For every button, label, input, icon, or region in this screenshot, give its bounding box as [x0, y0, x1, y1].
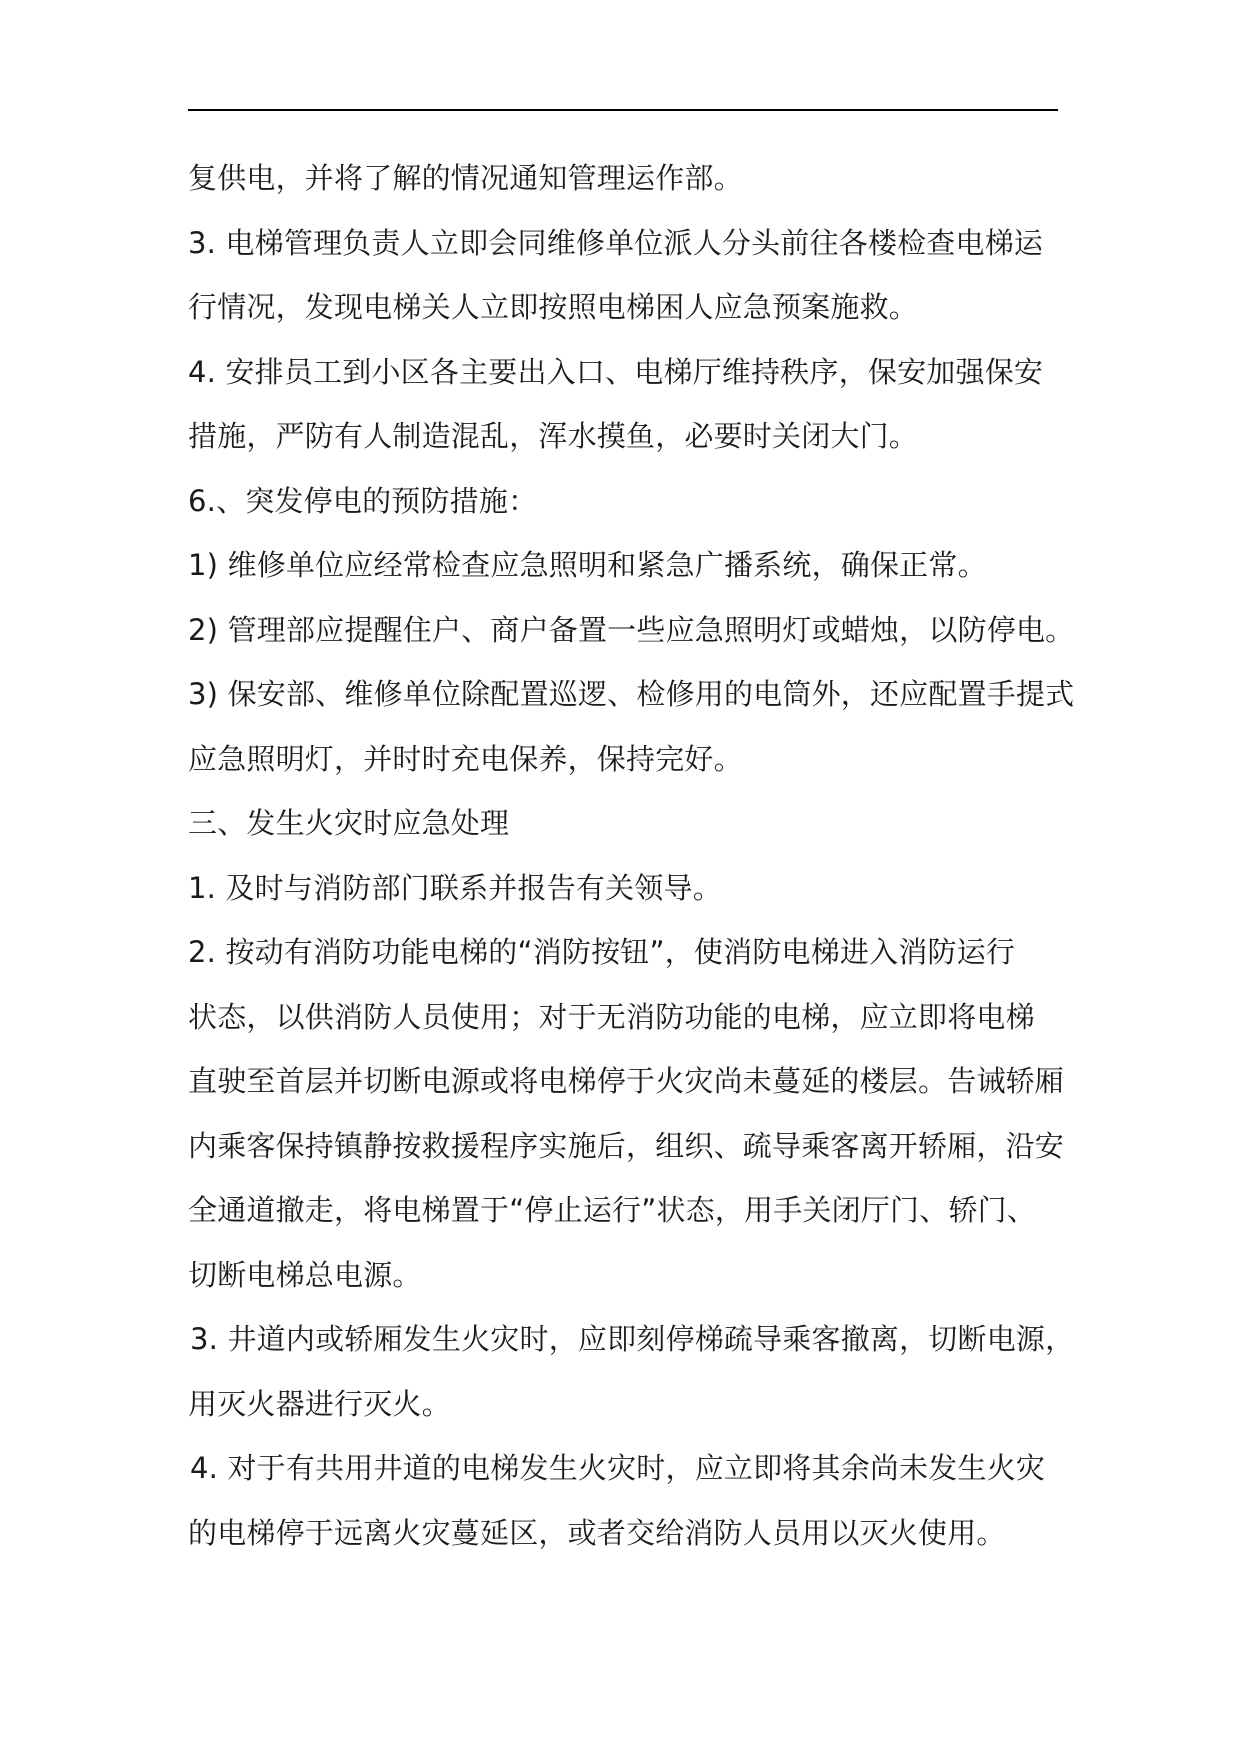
text-line: 全通道撤走，将电梯置于“停止运行”状态，用手关闭厅门、轿门、: [188, 1193, 1037, 1227]
text-line: 3. 井道内或轿厢发生火灾时，应即刻停梯疏导乘客撤离，切断电源，: [190, 1322, 1075, 1356]
text-line: 用灭火器进行灭火。: [188, 1386, 451, 1421]
section-heading: 6.、突发停电的预防措施：: [188, 483, 538, 518]
text-line: 复供电，并将了解的情况通知管理运作部。: [188, 161, 743, 195]
text-line: 切断电梯总电源。: [188, 1257, 422, 1292]
text-line: 直驶至首层并切断电源或将电梯停于火灾尚未蔓延的楼层。告诫轿厢: [188, 1064, 1065, 1098]
text-line: 4. 对于有共用井道的电梯发生火灾时，应立即将其余尚未发生火灾: [190, 1451, 1046, 1485]
text-line: 1. 及时与消防部门联系并报告有关领导。: [188, 870, 722, 905]
text-line: 3) 保安部、维修单位除配置巡逻、检修用的电筒外，还应配置手提式: [188, 677, 1075, 711]
text-line: 3. 电梯管理负责人立即会同维修单位派人分头前往各楼检查电梯运: [188, 225, 1044, 260]
text-line: 状态，以供消防人员使用；对于无消防功能的电梯，应立即将电梯: [188, 999, 1035, 1034]
text-line: 应急照明灯，并时时充电保养，保持完好。: [188, 741, 743, 776]
text-line: 2) 管理部应提醒住户、商户备置一些应急照明灯或蜡烛，以防停电。: [188, 612, 1075, 647]
text-line: 行情况，发现电梯关人立即按照电梯困人应急预案施救。: [188, 290, 919, 324]
text-line: 1) 维修单位应经常检查应急照明和紧急广播系统，确保正常。: [188, 548, 987, 582]
text-line: 措施，严防有人制造混乱，浑水摸鱼，必要时关闭大门。: [188, 419, 919, 453]
text-line: 4. 安排员工到小区各主要出入口、电梯厅维持秩序，保安加强保安: [188, 354, 1044, 389]
document-body: [188, 146, 1075, 1565]
header-rule: [188, 109, 1058, 111]
text-line: 的电梯停于远离火灾蔓延区，或者交给消防人员用以灭火使用。: [188, 1515, 1006, 1550]
text-line: 内乘客保持镇静按救援程序实施后，组织、疏导乘客离开轿厢，沿安: [188, 1128, 1065, 1163]
text-line: 2. 按动有消防功能电梯的“消防按钮”，使消防电梯进入消防运行: [188, 935, 1016, 969]
section-heading: 三、发生火灾时应急处理: [188, 806, 510, 840]
